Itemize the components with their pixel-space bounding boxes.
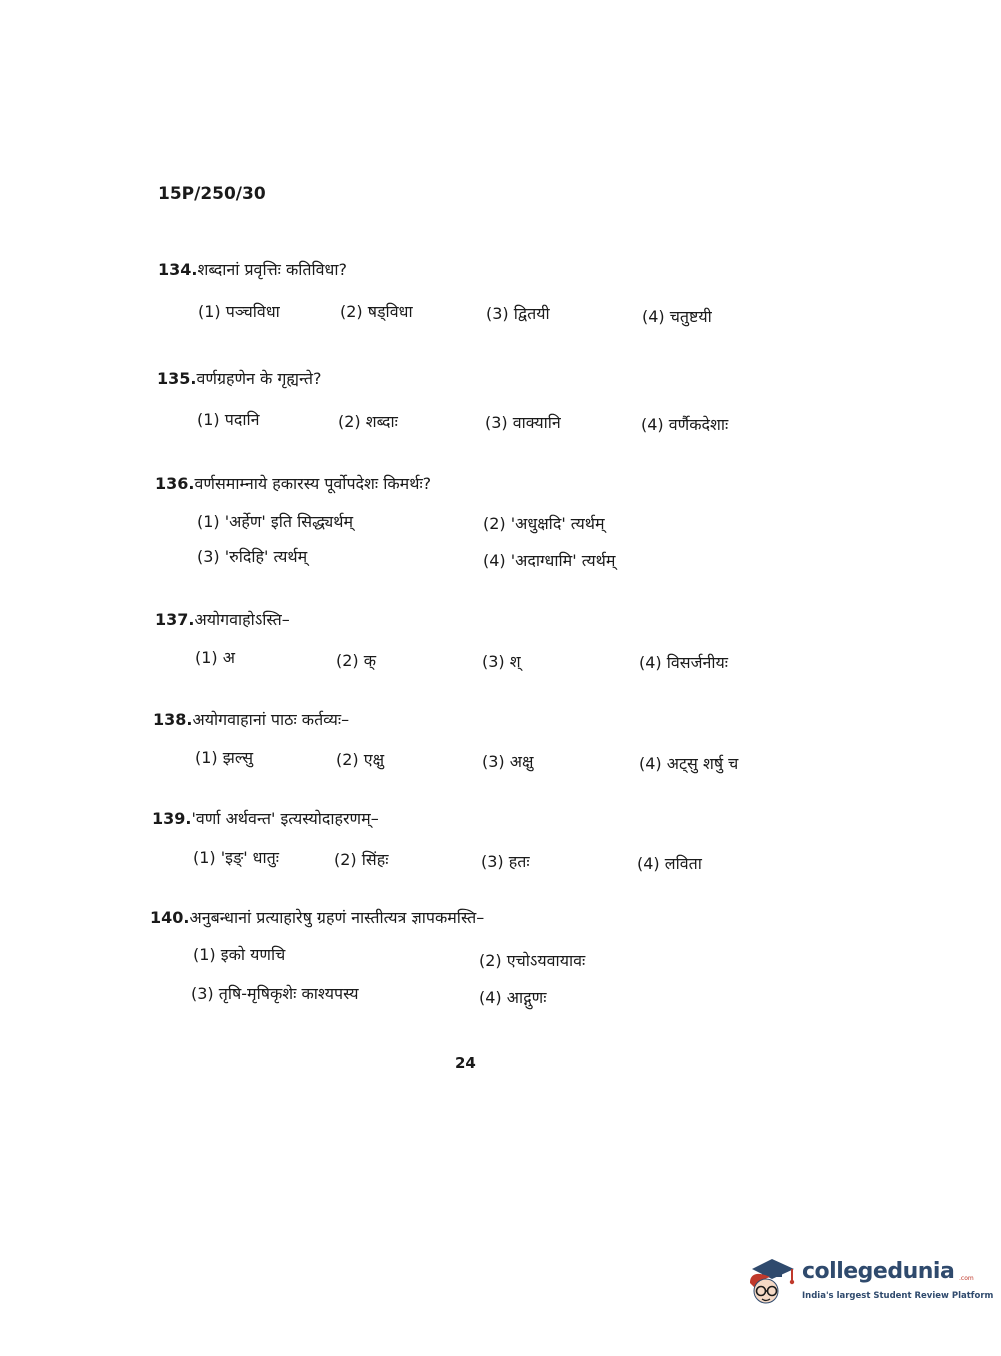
question-text: अनुबन्धानां प्रत्याहारेषु ग्रहणं नास्तीत्यत्र ज्ञापकमस्ति–	[189, 908, 485, 927]
question-text: 'वर्णा अर्थवन्त' इत्यस्योदाहरणम्–	[191, 809, 379, 828]
brand-domain: .com	[959, 1275, 974, 1282]
question-135	[157, 367, 322, 389]
option-137-1: (1) अ	[195, 648, 235, 667]
question-137	[155, 608, 290, 630]
option-139-4: (4) लविता	[637, 854, 702, 873]
question-text: अयोगवाहोऽस्ति–	[194, 610, 290, 629]
option-139-1: (1) 'इङ्' धातुः	[193, 848, 280, 867]
option-136-4: (4) 'अदाग्धामि' त्यर्थम्	[483, 551, 616, 570]
question-number: 137.	[155, 610, 195, 629]
option-140-4: (4) आद्गुणः	[479, 988, 547, 1007]
option-135-1: (1) पदानि	[197, 410, 260, 429]
option-137-3: (3) श्	[482, 652, 521, 671]
option-135-4: (4) वर्णैकदेशाः	[641, 415, 729, 434]
option-138-4: (4) अट्सु शर्षु च	[639, 754, 739, 773]
option-137-2: (2) क्	[336, 651, 377, 670]
question-138	[153, 708, 349, 730]
option-134-4: (4) चतुष्टयी	[642, 307, 712, 326]
option-138-3: (3) अक्षु	[482, 752, 534, 771]
question-text: अयोगवाहानां पाठः कर्तव्यः–	[192, 710, 350, 729]
option-134-3: (3) द्वितयी	[486, 304, 550, 323]
option-136-1: (1) 'अर्हेण' इति सिद्ध्यर्थम्	[197, 512, 354, 531]
question-139	[152, 807, 379, 829]
mascot-icon	[742, 1253, 800, 1311]
question-number: 135.	[157, 369, 197, 388]
option-140-1: (1) इको यणचि	[193, 945, 286, 964]
option-139-2: (2) सिंहः	[334, 850, 389, 869]
question-text: शब्दानां प्रवृत्तिः कतिविधा?	[197, 260, 348, 279]
question-number: 134.	[158, 260, 198, 279]
option-138-2: (2) एक्षु	[336, 750, 385, 769]
option-137-4: (4) विसर्जनीयः	[639, 653, 729, 672]
question-140	[150, 906, 484, 928]
question-text: वर्णसमाम्नाये हकारस्य पूर्वोपदेशः किमर्थः?	[194, 474, 432, 493]
question-136	[155, 472, 431, 494]
question-number: 140.	[150, 908, 190, 927]
collegedunia-watermark	[742, 1253, 994, 1313]
question-number: 139.	[152, 809, 192, 828]
question-text: वर्णग्रहणेन के गृह्यन्ते?	[196, 369, 322, 388]
option-134-2: (2) षड्विधा	[340, 302, 413, 321]
question-number: 138.	[153, 710, 193, 729]
option-135-3: (3) वाक्यानि	[485, 413, 561, 432]
paper-code: 15P/250/30	[158, 184, 266, 204]
option-139-3: (3) हतः	[481, 852, 530, 871]
option-134-1: (1) पञ्चविधा	[198, 302, 280, 321]
option-136-3: (3) 'रुदिहि' त्यर्थम्	[197, 547, 308, 566]
option-135-2: (2) शब्दाः	[338, 412, 398, 431]
brand-name: collegedunia	[802, 1259, 955, 1284]
brand-tagline: India's largest Student Review Platform	[802, 1291, 994, 1301]
option-138-1: (1) झल्सु	[195, 748, 254, 767]
question-number: 136.	[155, 474, 195, 493]
option-140-2: (2) एचोऽयवायावः	[479, 951, 586, 970]
option-140-3: (3) तृषि-मृषिकृशेः काश्यपस्य	[191, 984, 359, 1003]
page-number: 24	[455, 1054, 476, 1072]
question-134	[158, 258, 347, 280]
option-136-2: (2) 'अधुक्षदि' त्यर्थम्	[483, 514, 605, 533]
